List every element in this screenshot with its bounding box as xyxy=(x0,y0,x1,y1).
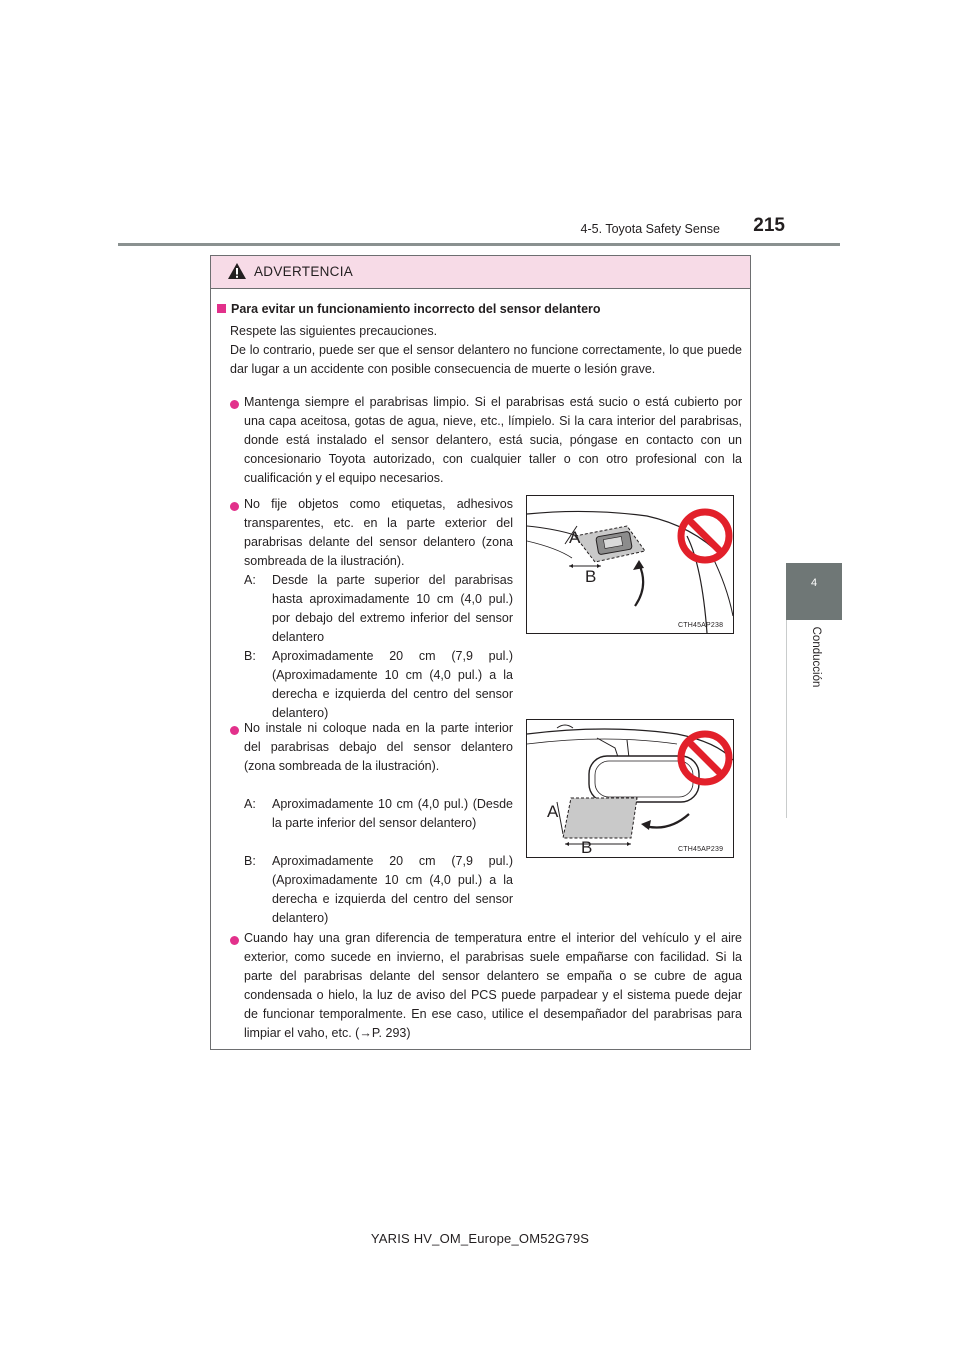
section-title: 4-5. Toyota Safety Sense xyxy=(580,222,720,236)
bullet-4-text: Cuando hay una gran diferencia de temperatura entre el interior del vehículo y el aire exterior, como sucede en invierno, el parabrisas suele empañarse con facilidad. Si la parte del parabrisas delante del sensor delantero se empaña o se cubre de agua condensada o hielo, la luz de aviso del PCS puede parpadear y el sistema puede dejar de funcionar temporalmente. En ese caso, utilice el desempañador del parabrisas para limpiar el vaho, etc. (→P. 293) xyxy=(244,931,742,1040)
warning-triangle-icon xyxy=(227,262,247,280)
warning-title: ADVERTENCIA xyxy=(254,264,354,279)
chapter-tab-number: 4 xyxy=(786,563,842,620)
header-rule xyxy=(118,243,840,246)
bullet-2-a-prefix: A: xyxy=(244,573,256,587)
bullet-3-text: No instale ni coloque nada en la parte interior del parabrisas debajo del sensor delantero (zona sombreada de la ilustración). xyxy=(244,721,513,773)
figure-1-label-a: A xyxy=(569,528,581,547)
bullet-2-b-text: Aproximadamente 20 cm (7,9 pul.) (Aproximadamente 10 cm (4,0 pul.) a la derecha e izquierda del centro del sensor delantero) xyxy=(272,649,513,720)
figure-1-label-b: B xyxy=(585,567,597,586)
bullet-2-text: No fije objetos como etiquetas, adhesivos transparentes, etc. en la parte exterior del parabrisas delante del sensor delantero (zona sombreada de la ilustración). xyxy=(244,497,513,568)
bullet-1-text: Mantenga siempre el parabrisas limpio. Si el parabrisas está sucio o está cubierto por una capa aceitosa, gotas de agua, nieve, etc., límpielo. Si la cara interior del parabrisas, donde está instalado el sensor delantero, está sucia, póngase en contacto con un concesionario Toyota autorizado, con cualquier taller o con otro profesional con la cualificación y el equipo necesarios. xyxy=(244,395,742,485)
figure-windshield-interior xyxy=(526,719,734,858)
windshield-exterior-illustration xyxy=(527,496,733,633)
figure-1-code: CTH45AP238 xyxy=(678,622,724,629)
page-number: 215 xyxy=(753,215,785,236)
intro-line-1: Respete las siguientes precauciones. xyxy=(230,324,438,338)
bullet-2-a-text: Desde la parte superior del parabrisas hasta aproximadamente 10 cm (4,0 pul.) por debajo del extremo inferior del sensor delantero xyxy=(272,573,513,644)
windshield-interior-illustration xyxy=(527,720,733,857)
document-id: YARIS HV_OM_Europe_OM52G79S xyxy=(370,1231,590,1246)
bullet-dot-icon xyxy=(230,502,239,511)
figure-2-code: CTH45AP239 xyxy=(678,846,724,853)
bullet-3-b-prefix: B: xyxy=(244,854,256,868)
figure-windshield-exterior xyxy=(526,495,734,634)
warning-heading: Para evitar un funcionamiento incorrecto del sensor delantero xyxy=(217,300,742,319)
bullet-dot-icon xyxy=(230,726,239,735)
bullet-dot-icon xyxy=(230,400,239,409)
bullet-3-b-text: Aproximadamente 20 cm (7,9 pul.) (Aproximadamente 10 cm (4,0 pul.) a la derecha e izquierda del centro del sensor delantero) xyxy=(272,854,513,925)
bullet-3-a-text: Aproximadamente 10 cm (4,0 pul.) (Desde la parte inferior del sensor delantero) xyxy=(272,797,513,830)
bullet-2-b-prefix: B: xyxy=(244,649,256,663)
intro-line-2: De lo contrario, puede ser que el sensor delantero no funcione correctamente, lo que puede dar lugar a un accidente con posible consecuencia de muerte o lesión grave. xyxy=(230,343,742,376)
figure-2-label-b: B xyxy=(581,838,593,857)
bullet-dot-icon xyxy=(230,936,239,945)
heading-square-icon xyxy=(217,304,226,313)
bullet-3-a-prefix: A: xyxy=(244,797,256,811)
chapter-tab-label: Conducción xyxy=(810,626,822,688)
figure-2-label-a: A xyxy=(547,802,559,821)
